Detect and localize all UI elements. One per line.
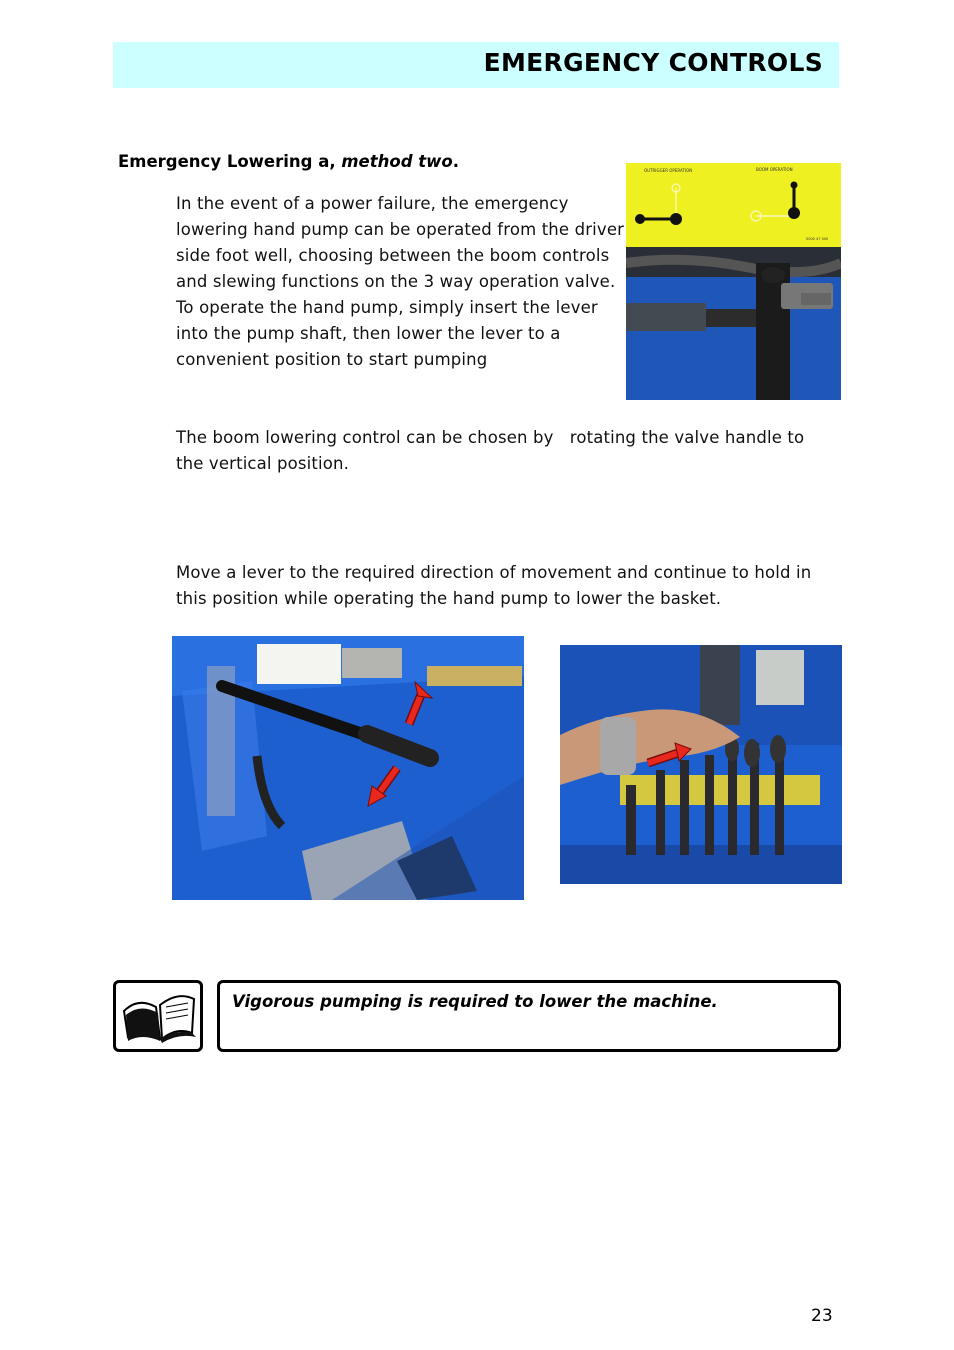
intro-paragraph: In the event of a power failure, the emergency lowering hand pump can be operated from the driver side foot well, choosing between the boom controls and slewing functions on the 3 way operation valve. To operate the hand pump, simply insert the lever into the pump shaft, then lower the lever to a convenient position to start pumping xyxy=(176,194,625,369)
sticker-code: 0000 47 000 xyxy=(806,237,829,241)
heading-prefix: Emergency Lowering a, xyxy=(118,152,342,171)
open-book-icon xyxy=(116,983,200,1049)
note-text: Vigorous pumping is required to lower the machine. xyxy=(232,992,718,1011)
header-bar xyxy=(113,42,839,88)
note-icon-box xyxy=(113,980,203,1052)
hand-pump-photo xyxy=(172,636,524,900)
page-number: 23 xyxy=(811,1306,833,1326)
heading-suffix: . xyxy=(452,152,460,171)
boom-control-paragraph: The boom lowering control can be chosen by rotating the valve handle to the vertical position. xyxy=(176,428,805,473)
lever-paragraph: Move a lever to the required direction of movement and continue to hold in this position while operating the hand pump to lower the basket. xyxy=(176,563,812,608)
valve-photo xyxy=(626,163,841,400)
control-levers-photo xyxy=(560,645,842,884)
sticker-label-left: OUTRIGGER OPERATION xyxy=(644,168,693,173)
heading-method: method two xyxy=(341,152,453,171)
page-title: EMERGENCY CONTROLS xyxy=(483,48,823,77)
note-box xyxy=(217,980,841,1052)
section-heading xyxy=(118,152,459,171)
sticker-label-right: BOOM OPERATION xyxy=(756,167,793,172)
